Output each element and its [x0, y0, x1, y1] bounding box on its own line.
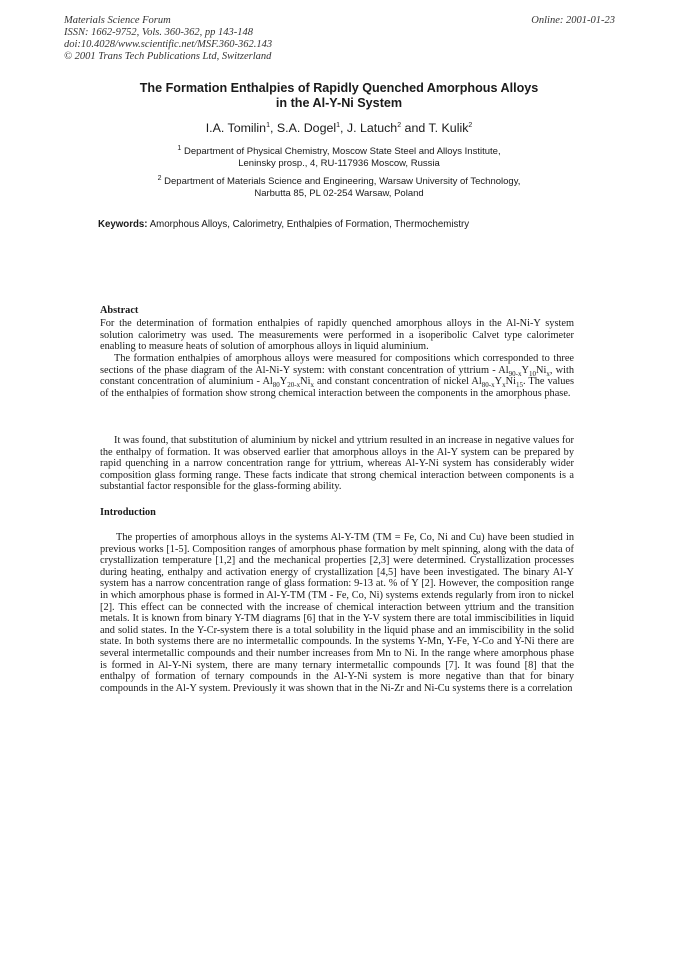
author-1-affil: 1 — [266, 121, 270, 129]
abstract-heading: Abstract — [100, 305, 139, 316]
abstract-text: The formation enthalpies of amorphous alloys were measured for compositions which corresponded to three sections of the phase diagram of the Al-Ni-Y system: with constant concentration of yttrium - Al — [100, 353, 574, 376]
journal-name: Materials Science Forum — [64, 15, 171, 26]
introduction-heading: Introduction — [100, 507, 156, 518]
keywords — [98, 219, 598, 230]
author-2-affil: 1 — [336, 121, 341, 129]
publication-info — [64, 15, 272, 63]
affiliation-1 — [70, 146, 608, 170]
affiliation-2 — [70, 176, 608, 200]
abstract-text: Y — [494, 376, 503, 388]
abstract-paragraph-3-text: It was found, that substitution of aluminium by nickel and yttrium resulted in an increase in negative values for the enthalpy of formation. It was observed earlier that amorphous alloys in the Al-Y system can be prepared by rapid quenching in a narrow concentration range for yttrium, whereas Al-Y-Ni system has considerably wider composition glass forming range. These facts indicate that strong chemical interaction between components is a substantial factor responsible for the glass-forming ability. — [100, 435, 574, 493]
formula-subscript: 15 — [515, 381, 523, 390]
author-4-affil: 2 — [468, 121, 473, 129]
title-line-2: in the Al-Y-Ni System — [275, 96, 403, 110]
title-line-1: The Formation Enthalpies of Rapidly Quenched Amorphous Alloys — [139, 81, 539, 95]
keywords-text: Amorphous Alloys, Calorimetry, Enthalpies of Formation, Thermochemistry — [147, 219, 470, 230]
formula-subscript: 90-x — [508, 369, 522, 378]
abstract-text: Y — [279, 376, 288, 388]
abstract-text: , with constant concentration of aluminium - Al — [100, 364, 575, 388]
author-and: and — [401, 121, 429, 135]
author-3-affil: 2 — [397, 121, 402, 129]
introduction-paragraph-1 — [100, 532, 574, 694]
author-separator: , — [269, 121, 277, 135]
doi-line: doi:10.4028/www.scientific.net/MSF.360-362.143 — [64, 39, 273, 50]
author-2: S.A. Dogel — [276, 121, 337, 135]
affiliation-1-line-2: Leninsky prosp., 4, RU-117936 Moscow, Russia — [238, 158, 440, 169]
abstract-text: . The values of the enthalpies of formation show strong chemical interaction between the components in the amorphous phase. — [100, 376, 575, 399]
abstract-paragraph-3 — [100, 435, 574, 493]
formula-subscript: x — [546, 369, 550, 378]
abstract-paragraph-2 — [100, 353, 574, 399]
paper-title — [70, 81, 608, 111]
abstract-paragraph-1-text: For the determination of formation enthalpies of rapidly quenched amorphous alloys in the Al-Ni-Y system solution calorimetry was used. The measurements were performed in a isoperibolic Calvet type calorimeter enabling to measure heats of solution of amorphous alloys in liquid aluminium. — [100, 318, 574, 353]
formula-subscript: 80 — [272, 381, 280, 390]
abstract-text: Ni — [300, 376, 311, 388]
affiliation-2-mark: 2 — [157, 174, 162, 182]
keywords-label: Keywords: — [98, 219, 148, 230]
affiliation-1-mark: 1 — [177, 144, 182, 152]
author-list — [70, 121, 608, 135]
formula-subscript: 20-x — [287, 381, 301, 390]
abstract-text: Ni — [505, 376, 516, 388]
abstract-paragraph-1 — [100, 318, 574, 353]
formula-subscript: 10 — [528, 369, 536, 378]
online-date: Online: 2001-01-23 — [531, 15, 615, 26]
affiliation-2-line-2: Narbutta 85, PL 02-254 Warsaw, Poland — [254, 188, 424, 199]
formula-subscript: 80-x — [481, 381, 495, 390]
affiliation-1-line-1: Department of Physical Chemistry, Moscow State Steel and Alloys Institute, — [183, 146, 501, 157]
author-4: T. Kulik — [428, 121, 469, 135]
author-1: I.A. Tomilin — [205, 121, 267, 135]
abstract-text: and constant concentration of nickel Al — [313, 376, 482, 388]
issn-line: ISSN: 1662-9752, Vols. 360-362, pp 143-148 — [64, 27, 253, 38]
author-3: J. Latuch — [346, 121, 398, 135]
author-separator: , — [340, 121, 347, 135]
copyright-line: © 2001 Trans Tech Publications Ltd, Switzerland — [64, 51, 272, 62]
introduction-paragraph-1-text: The properties of amorphous alloys in the systems Al-Y-TM (TM = Fe, Co, Ni and Cu) have been studied in previous works [1-5]. Composition ranges of amorphous phase formation by melt spinning, along with the data of crystallization temperature [1,2] and the mechanical properties [2,3] were determined. Crystallization processes during heating, enthalpy and activation energy of crystallization [4,5] have been investigated. The binary Al-Y system has a narrow concentration range of glass formation: 9-13 at. % of Y [2]. However, the composition range in which amorphous phase is formed in Al-Y-TM (TM - Fe, Co, Ni) systems extends regularly from iron to nickel [2]. This effect can be connected with the increase of chemical interaction between yttrium and the transition metals. It is known from binary Y-TM diagrams [6] that in the Y-V system there are total immiscibilities in liquid and solid states. In the Y-Cr-system there is a total solubility in the liquid phase and an immiscibility in the solid state. In both systems there are no intermetallic compounds. In the systems Y-Mn, Y-Fe, Y-Co and Y-Ni there are several intermetallic compounds and their number increases from Mn to Ni. In the range where amorphous phase is formed in Al-Y-Ni system, there are many ternary intermetallic compounds [7]. It was found [8] that the enthalpy of formation of ternary compounds in the Al-Y-Ni system is more negative than that for binary compounds in the Al-Y system. Previously it was shown that in the Ni-Zr and Ni-Cu systems there is a correlation — [100, 532, 574, 694]
affiliation-2-line-1: Department of Materials Science and Engineering, Warsaw University of Technology, — [164, 176, 521, 187]
abstract-text: Y — [521, 364, 529, 376]
formula-subscript: x — [502, 381, 506, 390]
abstract-text: Ni — [535, 364, 547, 376]
formula-subscript: x — [310, 381, 314, 390]
